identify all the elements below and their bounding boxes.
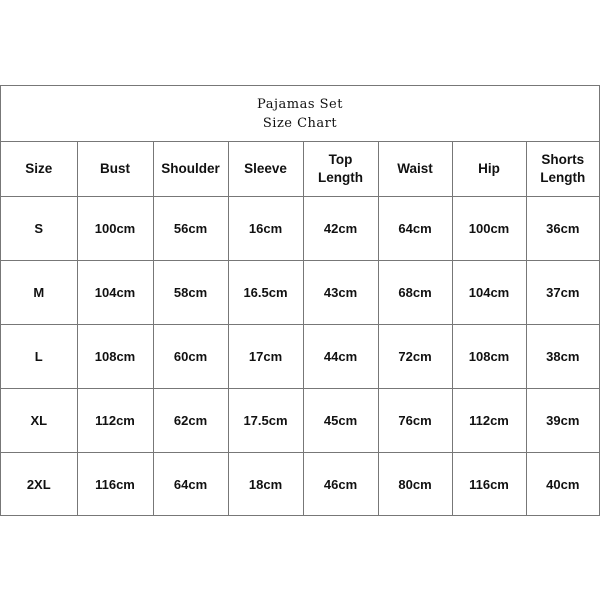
table-cell: 76cm	[378, 388, 452, 452]
table-cell: 104cm	[77, 260, 153, 324]
table-cell: 80cm	[378, 452, 452, 516]
table-cell: 100cm	[77, 196, 153, 260]
table-row	[1, 196, 599, 260]
header-shoulder: Shoulder	[153, 142, 228, 196]
header-waist: Waist	[378, 142, 452, 196]
table-row	[1, 388, 599, 452]
table-cell: 108cm	[452, 324, 526, 388]
table-cell: 60cm	[153, 324, 228, 388]
table-row	[1, 260, 599, 324]
table-row	[1, 452, 599, 516]
header-bust: Bust	[77, 142, 153, 196]
table-cell: 43cm	[303, 260, 378, 324]
table-cell: 104cm	[452, 260, 526, 324]
table-cell: L	[1, 324, 77, 388]
table-cell: 46cm	[303, 452, 378, 516]
table-cell: 112cm	[452, 388, 526, 452]
header-shorts-length: Shorts Length	[526, 142, 599, 196]
table-cell: 62cm	[153, 388, 228, 452]
table-cell: 72cm	[378, 324, 452, 388]
table-cell: 36cm	[526, 196, 599, 260]
table-cell: 64cm	[153, 452, 228, 516]
header-top-length: Top Length	[303, 142, 378, 196]
table-cell: 112cm	[77, 388, 153, 452]
table-cell: 16cm	[228, 196, 303, 260]
table-cell: M	[1, 260, 77, 324]
table-cell: 42cm	[303, 196, 378, 260]
table-cell: 37cm	[526, 260, 599, 324]
size-table	[1, 142, 599, 516]
table-cell: 18cm	[228, 452, 303, 516]
header-size: Size	[1, 142, 77, 196]
header-sleeve: Sleeve	[228, 142, 303, 196]
table-cell: 17cm	[228, 324, 303, 388]
title-line-1: Pajamas Set	[257, 96, 343, 112]
table-row	[1, 324, 599, 388]
header-hip: Hip	[452, 142, 526, 196]
table-cell: 39cm	[526, 388, 599, 452]
table-cell: XL	[1, 388, 77, 452]
table-cell: 116cm	[77, 452, 153, 516]
table-cell: 58cm	[153, 260, 228, 324]
table-cell: 16.5cm	[228, 260, 303, 324]
table-cell: 44cm	[303, 324, 378, 388]
table-cell: 100cm	[452, 196, 526, 260]
table-cell: 40cm	[526, 452, 599, 516]
table-cell: 45cm	[303, 388, 378, 452]
table-cell: 56cm	[153, 196, 228, 260]
table-cell: 116cm	[452, 452, 526, 516]
table-cell: 108cm	[77, 324, 153, 388]
table-cell: 38cm	[526, 324, 599, 388]
table-cell: 17.5cm	[228, 388, 303, 452]
title-line-2: Size Chart	[262, 115, 338, 131]
header-row	[1, 142, 599, 196]
table-cell: 68cm	[378, 260, 452, 324]
size-chart	[0, 85, 600, 516]
table-cell: 2XL	[1, 452, 77, 516]
table-cell: 64cm	[378, 196, 452, 260]
table-cell: S	[1, 196, 77, 260]
chart-title	[1, 86, 599, 142]
